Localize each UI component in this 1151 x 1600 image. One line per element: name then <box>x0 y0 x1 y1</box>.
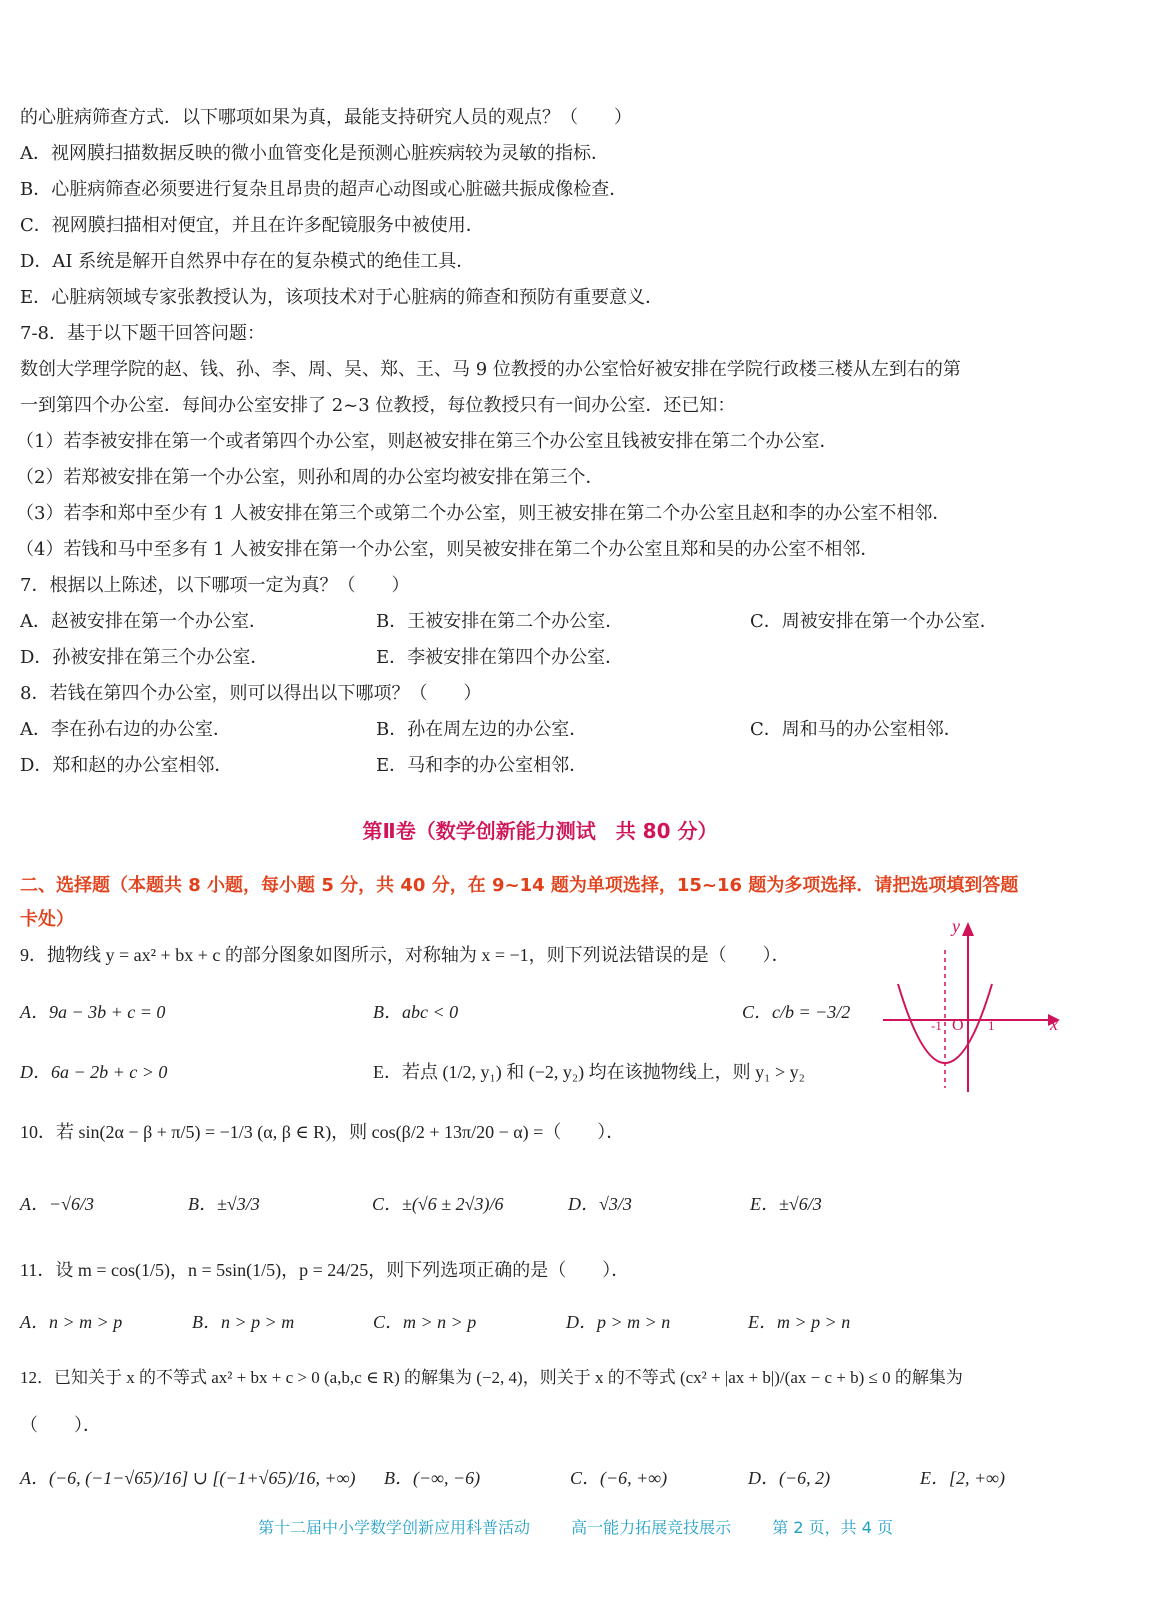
q7-option-d[interactable]: D．孙被安排在第三个办公室． <box>20 647 269 668</box>
q10-stem: 10．若 sin(2α − β + π/5) = −1/3 (α, β ∈ R)，则 cos(β/2 + 13π/20 − α) =（ ）． <box>20 1122 625 1142</box>
q7-option-c[interactable]: C．周被安排在第一个办公室． <box>750 611 998 632</box>
q7-option-e[interactable]: E．李被安排在第四个办公室． <box>376 647 624 668</box>
q8-option-c[interactable]: C．周和马的办公室相邻． <box>750 719 962 740</box>
footer-level: 高一能力拓展竞技展示 <box>571 1518 732 1537</box>
option-e[interactable]: E．心脏病领域专家张教授认为，该项技术对于心脏病的筛查和预防有重要意义． <box>20 287 664 308</box>
x-axis-label: x <box>1050 1014 1058 1034</box>
option-d[interactable]: D．AI 系统是解开自然界中存在的复杂模式的绝佳工具． <box>20 251 475 272</box>
question-stem: 的心脏病筛查方式．以下哪项如果为真，最能支持研究人员的观点？（ ） <box>20 107 632 128</box>
q10-option-d[interactable]: D．√3/3 <box>568 1194 632 1214</box>
q9-option-c[interactable]: C．c/b = −3/2 <box>742 1002 851 1022</box>
q11-option-a[interactable]: A．n > m > p <box>20 1312 123 1332</box>
q12-option-d[interactable]: D．(−6, 2) <box>748 1468 831 1488</box>
q7-stem: 7．根据以上陈述，以下哪项一定为真？（ ） <box>20 575 410 596</box>
origin-label: O <box>952 1017 964 1034</box>
footer-page-number: 第 2 页，共 4 页 <box>772 1518 893 1537</box>
q8-option-b[interactable]: B．孙在周左边的办公室． <box>376 719 588 740</box>
q10-option-c[interactable]: C．±(√6 ± 2√3)/6 <box>372 1194 504 1214</box>
q12-stem: 12．已知关于 x 的不等式 ax² + bx + c > 0 (a,b,c ∈ R) 的解集为 (−2, 4)，则关于 x 的不等式 (cx² + |ax + b|)/(ax − c + b) ≤ 0 的解集为 <box>20 1368 963 1387</box>
q78-stem-line2: 一到第四个办公室．每间办公室安排了 2~3 位教授，每位教授只有一间办公室．还已知： <box>20 395 736 416</box>
q78-stem-line1: 数创大学理学院的赵、钱、孙、李、周、吴、郑、王、马 9 位教授的办公室恰好被安排在学院行政楼三楼从左到右的第 <box>20 359 961 380</box>
q11-option-d[interactable]: D．p > m > n <box>566 1312 671 1332</box>
y-axis-arrow <box>962 922 974 936</box>
option-a[interactable]: A．视网膜扫描数据反映的微小血管变化是预测心脏疾病较为灵敏的指标． <box>20 143 609 164</box>
y-axis-label: y <box>952 916 960 936</box>
option-c[interactable]: C．视网膜扫描相对便宜，并且在许多配镜服务中被使用． <box>20 215 484 236</box>
q10-option-a[interactable]: A．−√6/3 <box>20 1194 95 1214</box>
condition-1: （1）若李被安排在第一个或者第四个办公室，则赵被安排在第三个办公室且钱被安排在第二个办公室． <box>16 431 838 452</box>
parabola-graph <box>878 912 1073 1097</box>
q10-option-b[interactable]: B．±√3/3 <box>188 1194 260 1214</box>
q9-option-a[interactable]: A．9a − 3b + c = 0 <box>20 1002 166 1022</box>
q11-option-b[interactable]: B．n > p > m <box>192 1312 295 1332</box>
q12-option-a[interactable]: A．(−6, (−1−√65)/16] ∪ [(−1+√65)/16, +∞) <box>20 1468 356 1488</box>
tick-neg1: -1 <box>931 1018 942 1033</box>
q9-option-e[interactable]: E．若点 (1/2, y₁) 和 (−2, y₂) 均在该抛物线上，则 y₁ > y₂ <box>373 1062 805 1082</box>
part2-instructions-cont: 卡处） <box>20 909 74 930</box>
q7-option-a[interactable]: A．赵被安排在第一个办公室． <box>20 611 267 632</box>
tick-1: 1 <box>988 1018 995 1033</box>
q12-answer-paren: （ ）． <box>20 1415 101 1436</box>
q9-option-d[interactable]: D．6a − 2b + c > 0 <box>20 1062 168 1082</box>
condition-2: （2）若郑被安排在第一个办公室，则孙和周的办公室均被安排在第三个． <box>16 467 604 488</box>
q9-stem: 9．抛物线 y = ax² + bx + c 的部分图象如图所示，对称轴为 x = −1，则下列说法错误的是（ ）． <box>20 945 790 965</box>
q8-option-a[interactable]: A．李在孙右边的办公室． <box>20 719 231 740</box>
q9-option-b[interactable]: B．abc < 0 <box>373 1002 459 1022</box>
condition-3: （3）若李和郑中至少有 1 人被安排在第三个或第二个办公室，则王被安排在第二个办公室且赵和李的办公室不相邻． <box>16 503 951 524</box>
q12-option-e[interactable]: E．[2, +∞) <box>920 1468 1005 1488</box>
part2-instructions: 二、选择题（本题共 8 小题，每小题 5 分，共 40 分，在 9~14 题为单项选择，15~16 题为多项选择．请把选项填到答题 <box>20 875 1019 896</box>
q8-option-e[interactable]: E．马和李的办公室相邻． <box>376 755 588 776</box>
q12-option-c[interactable]: C．(−6, +∞) <box>570 1468 668 1488</box>
q11-option-e[interactable]: E．m > p > n <box>748 1312 851 1332</box>
q78-header: 7-8．基于以下题干回答问题： <box>20 323 265 344</box>
q11-option-c[interactable]: C．m > n > p <box>373 1312 477 1332</box>
q7-option-b[interactable]: B．王被安排在第二个办公室． <box>376 611 624 632</box>
page-footer <box>0 1515 1151 1538</box>
section-title: 第Ⅱ卷（数学创新能力测试 共 80 分） <box>362 819 718 843</box>
q11-stem: 11．设 m = cos(1/5)，n = 5sin(1/5)，p = 24/25，则下列选项正确的是（ ）． <box>20 1260 630 1280</box>
option-b[interactable]: B．心脏病筛查必须要进行复杂且昂贵的超声心动图或心脏磁共振成像检查． <box>20 179 628 200</box>
q10-option-e[interactable]: E．±√6/3 <box>750 1194 822 1214</box>
q12-option-b[interactable]: B．(−∞, −6) <box>384 1468 481 1488</box>
condition-4: （4）若钱和马中至多有 1 人被安排在第一个办公室，则吴被安排在第二个办公室且郑和吴的办公室不相邻． <box>16 539 879 560</box>
footer-event: 第十二届中小学数学创新应用科普活动 <box>258 1518 531 1537</box>
q8-stem: 8．若钱在第四个办公室，则可以得出以下哪项？（ ） <box>20 683 482 704</box>
q8-option-d[interactable]: D．郑和赵的办公室相邻． <box>20 755 233 776</box>
